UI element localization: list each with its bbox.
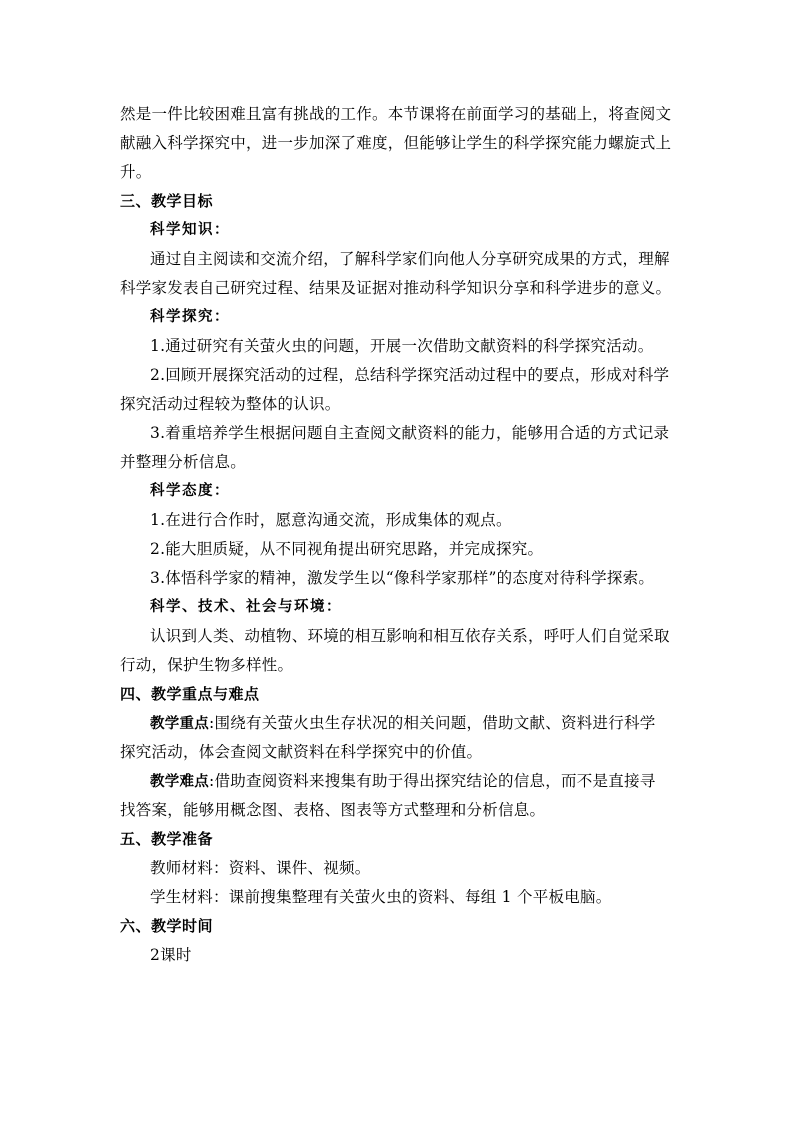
intro-line-3: 升。: [120, 163, 152, 181]
subheading-sts: 科学、技术、社会与环境：: [150, 599, 342, 615]
section-heading-preparation: 五、教学准备: [120, 830, 214, 848]
difficulty-line-1: [120, 767, 676, 796]
attitude-item-3: 3.体悟科学家的精神，激发学生以“像科学家那样”的态度对待科学探索。: [150, 569, 655, 587]
sts-line-1: 认识到人类、动植物、环境的相互影响和相互依存关系，呼吁人们自觉采取: [150, 627, 670, 645]
intro-line-2: 献融入科学探究中，进一步加深了难度，但能够让学生的科学探究能力螺旋式上: [120, 134, 672, 152]
difficulty-line-2: 找答案，能够用概念图、表格、图表等方式整理和分析信息。: [120, 801, 546, 819]
sts-line-2: 行动，保护生物多样性。: [120, 656, 294, 674]
difficulty-text: :借助查阅资料来搜集有助于得出探究结论的信息，而不是直接寻: [209, 772, 656, 790]
key-point-line-2: 探究活动，体会查阅文献资料在科学探究中的价值。: [120, 743, 483, 761]
section-heading-time: 六、教学时间: [120, 917, 214, 935]
section-heading-objectives: 三、教学目标: [120, 192, 214, 210]
student-materials: 学生材料：课前搜集整理有关萤火虫的资料、每组 1 个平板电脑。: [150, 888, 612, 906]
inquiry-item-2-line-2: 探究活动过程较为整体的认识。: [120, 395, 341, 413]
key-point-label: 教学重点: [150, 716, 209, 732]
subheading-attitude: 科学态度：: [150, 483, 230, 499]
inquiry-item-2-line-1: 2.回顾开展探究活动的过程，总结科学探究活动过程中的要点，形成对科学: [150, 366, 670, 384]
section-heading-key-points: 四、教学重点与难点: [120, 685, 260, 703]
inquiry-item-3-line-1: 3.着重培养学生根据问题自主查阅文献资料的能力，能够用合适的方式记录: [150, 424, 670, 442]
subheading-inquiry: 科学探究：: [150, 309, 230, 325]
difficulty-label: 教学难点: [150, 774, 209, 790]
knowledge-line-2: 科学家发表自己研究过程、结果及证据对推动科学知识分享和科学进步的意义。: [120, 279, 672, 297]
teaching-time-value: 2课时: [150, 946, 192, 964]
intro-line-1: 然是一件比较困难且富有挑战的工作。本节课将在前面学习的基础上，将查阅文: [120, 105, 672, 123]
knowledge-line-1: 通过自主阅读和交流介绍，了解科学家们向他人分享研究成果的方式，理解: [150, 250, 670, 268]
key-point-text: :围绕有关萤火虫生存状况的相关问题，借助文献、资料进行科学: [209, 714, 656, 732]
inquiry-item-1: 1.通过研究有关萤火虫的问题，开展一次借助文献资料的科学探究活动。: [150, 337, 654, 355]
attitude-item-2: 2.能大胆质疑，从不同视角提出研究思路，并完成探究。: [150, 540, 544, 558]
subheading-knowledge: 科学知识：: [150, 222, 230, 238]
teacher-materials: 教师材料：资料、课件、视频。: [150, 859, 371, 877]
key-point-line-1: [120, 709, 676, 738]
attitude-item-1: 1.在进行合作时，愿意沟通交流，形成集体的观点。: [150, 511, 512, 529]
document-body: [120, 100, 676, 970]
inquiry-item-3-line-2: 并整理分析信息。: [120, 453, 247, 471]
